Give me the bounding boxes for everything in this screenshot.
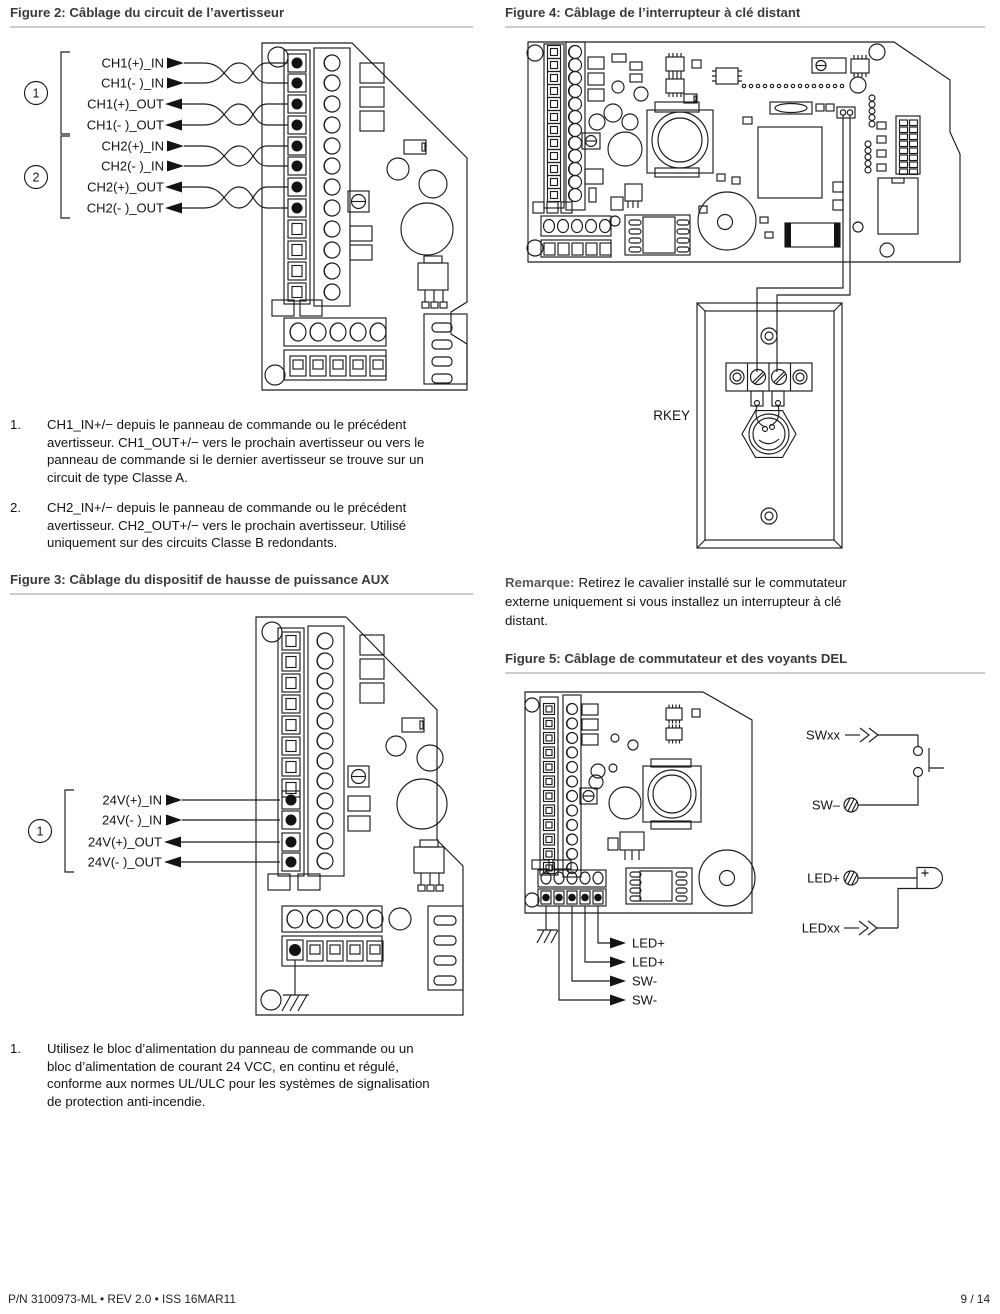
fig2-label-ch2p-in: CH2(+)_IN bbox=[101, 138, 164, 154]
remark-line1: Retirez le cavalier installé sur le commutateur bbox=[578, 575, 847, 590]
fig2-label-ch1m-in: CH1(- )_IN bbox=[101, 75, 164, 91]
fig3-label-24vp-out: 24V(+)_OUT bbox=[87, 834, 162, 850]
fig2-terminal-strip bbox=[284, 48, 350, 306]
note-b1 bbox=[10, 1040, 475, 1110]
remark-label: Remarque: bbox=[505, 575, 575, 590]
fig4-board-outline bbox=[527, 42, 960, 262]
figure5-title: Figure 5: Câblage de commutateur et des voyants DEL bbox=[505, 651, 985, 674]
fig3-label-24vm-out: 24V(- )_OUT bbox=[87, 854, 162, 870]
note-b1-text: Utilisez le bloc d’alimentation du panneau de commande ou un bloc d’alimentation de courant 24 VCC, en continu et régulé, conforme aux normes UL/ULC pour les systèmes de signalisation de protection anti-incendie. bbox=[47, 1041, 430, 1109]
fig5-label-swm-1: SW- bbox=[632, 973, 658, 989]
fig3-ground bbox=[282, 960, 309, 1011]
fig2-label-ch1p-in: CH1(+)_IN bbox=[101, 55, 164, 71]
figure2-notes bbox=[10, 416, 475, 565]
fig5-label-swxx: SWxx bbox=[806, 727, 840, 743]
note-1-number: 1. bbox=[10, 417, 21, 432]
fig2-labels bbox=[87, 56, 164, 216]
remark bbox=[505, 573, 985, 630]
fig5-wires bbox=[537, 906, 626, 1006]
fig4-components bbox=[582, 53, 920, 255]
figure3-title: Figure 3: Câblage du dispositif de hausse de puissance AUX bbox=[10, 572, 473, 595]
note-1-text: CH1_IN+/− depuis le panneau de commande ou le précédent avertisseur. CH1_OUT+/− vers le prochain avertisseur ou vers le panneau de commande si le dernier avertisseur se trouve sur un circuit de type Classe A. bbox=[47, 417, 425, 485]
note-2 bbox=[10, 499, 475, 552]
fig5-label-ledxx: LEDxx bbox=[801, 920, 840, 936]
fig2-callout-1: 1 bbox=[32, 86, 40, 101]
fig3-callouts bbox=[29, 790, 75, 872]
fig2-label-ch2p-out: CH2(+)_OUT bbox=[87, 179, 164, 195]
fig5-label-sw-minus: SW– bbox=[811, 797, 840, 813]
fig2-wires bbox=[165, 58, 288, 214]
note-1 bbox=[10, 416, 475, 486]
figure4-diagram bbox=[508, 36, 985, 560]
figure2-title: Figure 2: Câblage du circuit de l’avertisseur bbox=[10, 5, 473, 28]
fig4-rkey-label: RKEY bbox=[653, 408, 690, 423]
fig3-labels bbox=[88, 793, 162, 870]
fig5-board-labels bbox=[632, 936, 665, 1008]
note-2-number: 2. bbox=[10, 500, 21, 515]
fig3-callout-1: 1 bbox=[36, 824, 44, 839]
figure3-diagram bbox=[14, 600, 478, 1032]
fig5-label-ledp-1: LED+ bbox=[632, 935, 665, 951]
fig5-led-schematic bbox=[802, 868, 943, 936]
figure3-note bbox=[10, 1040, 475, 1123]
fig3-label-24vp-in: 24V(+)_IN bbox=[102, 792, 162, 808]
fig5-label-swm-2: SW- bbox=[632, 992, 658, 1008]
remark-line3: distant. bbox=[505, 613, 548, 628]
fig5-label-ledp-2: LED+ bbox=[632, 954, 665, 970]
fig5-label-led-plus: LED+ bbox=[807, 870, 840, 886]
fig4-rkey-plate bbox=[697, 303, 842, 548]
figure5-diagram bbox=[508, 682, 985, 1014]
note-b1-number: 1. bbox=[10, 1041, 21, 1056]
footer-part-number: P/N 3100973-ML • REV 2.0 • ISS 16MAR11 bbox=[8, 1292, 236, 1306]
fig5-components bbox=[532, 704, 755, 906]
fig3-terminal-strip bbox=[278, 626, 344, 876]
fig3-wires bbox=[164, 795, 280, 868]
footer-page-number: 9 / 14 bbox=[960, 1292, 990, 1306]
remark-line2: externe uniquement si vous installez un interrupteur à clé bbox=[505, 594, 842, 609]
fig2-label-ch2m-in: CH2(- )_IN bbox=[101, 158, 164, 174]
fig3-label-24vm-in: 24V(- )_IN bbox=[102, 812, 162, 828]
fig3-components bbox=[268, 635, 463, 990]
figure2-diagram bbox=[14, 36, 478, 401]
fig2-callouts bbox=[25, 52, 71, 218]
fig2-label-ch2m-out: CH2(- )_OUT bbox=[86, 200, 164, 216]
fig5-terminal-strip bbox=[540, 695, 581, 877]
note-2-text: CH2_IN+/− depuis le panneau de commande ou le précédent avertisseur. CH2_OUT+/− vers le prochain avertisseur. Utilisé uniquement sur des circuits Classe B redondants. bbox=[47, 500, 407, 550]
fig5-switch-schematic bbox=[806, 728, 944, 813]
fig2-label-ch1m-out: CH1(- )_OUT bbox=[86, 117, 164, 133]
fig2-callout-2: 2 bbox=[32, 170, 40, 185]
figure4-title: Figure 4: Câblage de l’interrupteur à clé distant bbox=[505, 5, 985, 28]
fig2-label-ch1p-out: CH1(+)_OUT bbox=[87, 96, 164, 112]
